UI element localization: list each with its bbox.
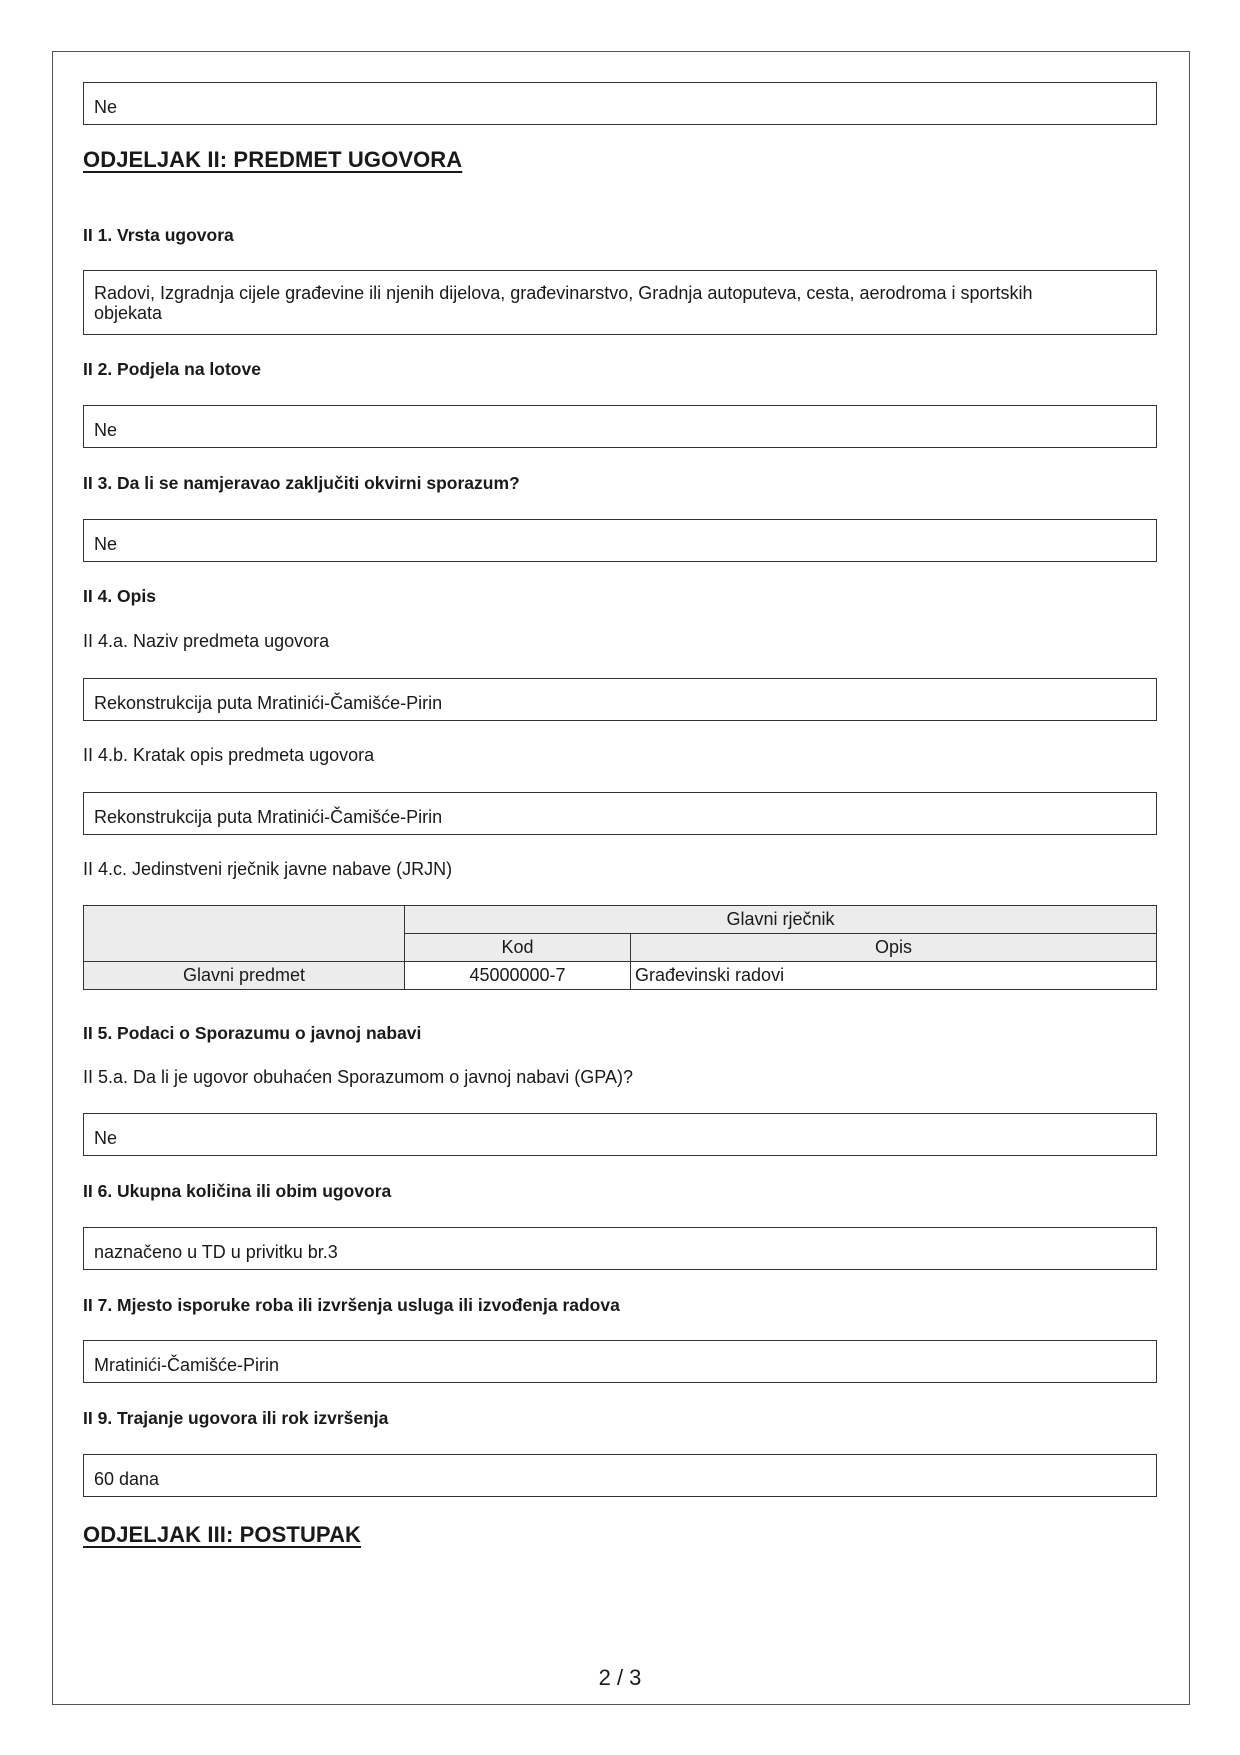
ii4b-value: Rekonstrukcija puta Mratinići-Čamišće-Pirin (94, 806, 443, 827)
ii6-value-box (83, 1227, 1157, 1270)
ii5a-label: II 5.a. Da li je ugovor obuhaćen Sporazumom o javnoj nabavi (GPA)? (83, 1067, 633, 1087)
ii4c-label: II 4.c. Jedinstveni rječnik javne nabave (JRJN) (83, 859, 453, 879)
jrjn-row-code: 45000000-7 (405, 962, 631, 990)
jrjn-col-code: Kod (405, 934, 631, 962)
jrjn-row-desc: Građevinski radovi (631, 962, 1157, 990)
previous-answer-value: Ne (94, 96, 118, 117)
ii2-label: II 2. Podjela na lotove (83, 359, 261, 379)
ii9-value-box (83, 1454, 1157, 1497)
ii2-value: Ne (94, 419, 118, 440)
ii6-value: naznačeno u TD u privitku br.3 (94, 1241, 338, 1262)
ii5a-value-box (83, 1113, 1157, 1156)
ii4a-label: II 4.a. Naziv predmeta ugovora (83, 631, 330, 651)
previous-answer-box (83, 82, 1157, 125)
ii5a-value: Ne (94, 1127, 118, 1148)
ii7-label: II 7. Mjesto isporuke roba ili izvršenja usluga ili izvođenja radova (83, 1295, 620, 1315)
jrjn-table (83, 905, 1157, 990)
ii7-value-box (83, 1340, 1157, 1383)
ii4b-value-box (83, 792, 1157, 835)
jrjn-row-label: Glavni predmet (84, 962, 405, 990)
ii9-label: II 9. Trajanje ugovora ili rok izvršenja (83, 1408, 389, 1428)
jrjn-col-desc: Opis (631, 934, 1157, 962)
jrjn-empty-corner (84, 906, 405, 962)
jrjn-group-header: Glavni rječnik (405, 906, 1157, 934)
ii4-label: II 4. Opis (83, 586, 156, 606)
ii4a-value: Rekonstrukcija puta Mratinići-Čamišće-Pirin (94, 692, 443, 713)
ii2-value-box (83, 405, 1157, 448)
ii9-value: 60 dana (94, 1468, 160, 1489)
ii1-value-line1: Radovi, Izgradnja cijele građevine ili njenih dijelova, građevinarstvo, Gradnja autoputeva, cesta, aerodroma i sportskih (94, 283, 1033, 303)
section-2-heading: ODJELJAK II: PREDMET UGOVORA (83, 147, 463, 172)
page-number: 2 / 3 (598, 1665, 642, 1690)
ii3-value-box (83, 519, 1157, 562)
ii1-value-box (83, 270, 1157, 335)
ii3-value: Ne (94, 533, 118, 554)
ii5-label: II 5. Podaci o Sporazumu o javnoj nabavi (83, 1023, 422, 1043)
ii4a-value-box (83, 678, 1157, 721)
ii4b-label: II 4.b. Kratak opis predmeta ugovora (83, 745, 375, 765)
ii6-label: II 6. Ukupna količina ili obim ugovora (83, 1181, 392, 1201)
ii3-label: II 3. Da li se namjeravao zaključiti okvirni sporazum? (83, 473, 520, 493)
ii1-label: II 1. Vrsta ugovora (83, 225, 234, 245)
ii7-value: Mratinići-Čamišće-Pirin (94, 1354, 280, 1375)
section-3-heading: ODJELJAK III: POSTUPAK (83, 1522, 362, 1547)
table-row (84, 962, 1157, 990)
ii1-value-line2: objekata (94, 303, 163, 323)
